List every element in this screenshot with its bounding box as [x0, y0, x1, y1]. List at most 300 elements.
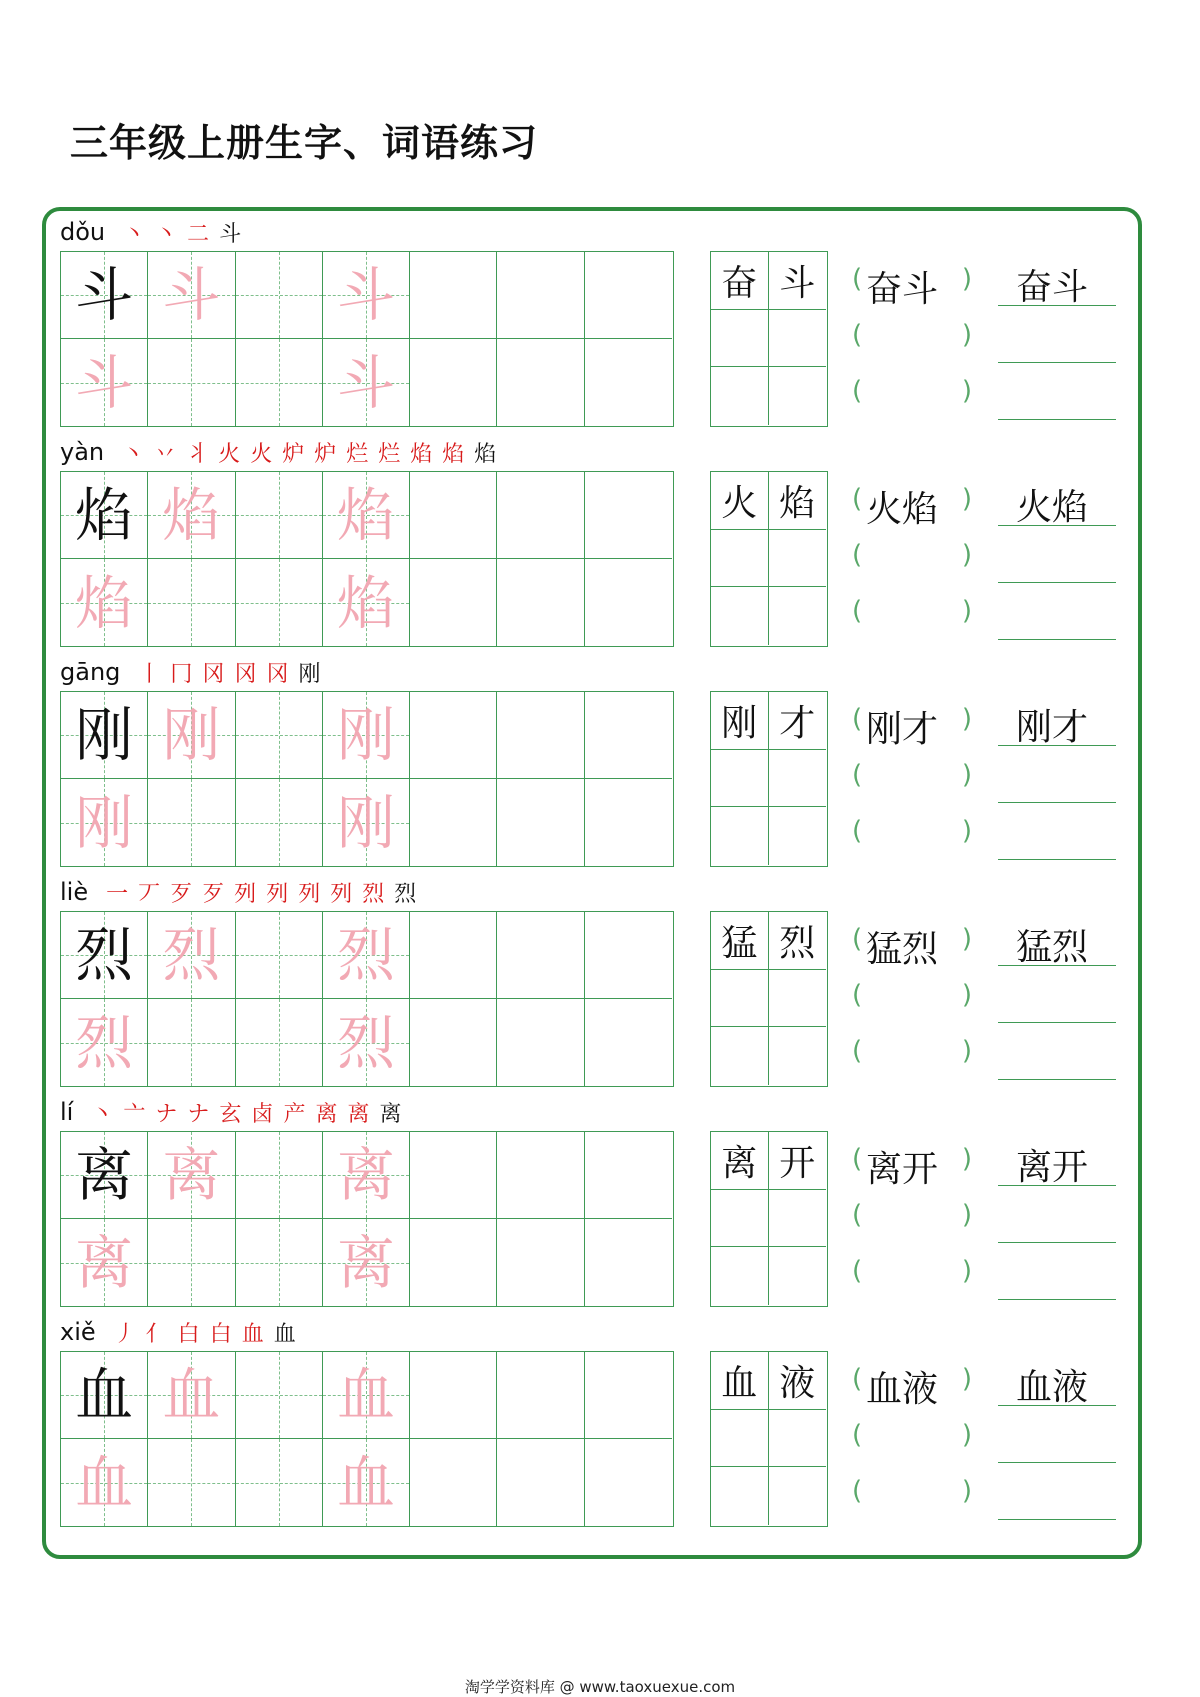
- writing-cell[interactable]: [61, 692, 148, 779]
- word-cell[interactable]: [711, 1352, 769, 1410]
- trace-character: 血: [75, 1448, 134, 1517]
- writing-cell[interactable]: [410, 339, 497, 426]
- word-grid: [710, 1351, 828, 1527]
- writing-cell[interactable]: [61, 999, 148, 1086]
- word-cell[interactable]: [711, 367, 769, 425]
- parenthesis-blank[interactable]: [852, 1415, 972, 1455]
- footer-text: 淘学学资料库 @ www.taoxuexue.com: [464, 1678, 736, 1696]
- stroke-order-line: [60, 655, 330, 689]
- writing-lines-column: [998, 911, 1116, 1087]
- paren-close: ): [961, 1256, 972, 1286]
- stroke-step: 炉: [314, 441, 337, 467]
- writing-cell[interactable]: [323, 779, 410, 866]
- writing-cell[interactable]: [148, 1352, 235, 1439]
- writing-grid: [60, 1131, 674, 1307]
- trace-character: 离: [75, 1228, 134, 1297]
- writing-cell[interactable]: [236, 1219, 323, 1306]
- writing-line[interactable]: [998, 1519, 1116, 1520]
- stroke-step: 产: [283, 1101, 306, 1127]
- word-grid: [710, 471, 828, 647]
- model-character: 烈: [75, 921, 134, 989]
- stroke-step: 丶: [122, 441, 145, 467]
- trace-character: 斗: [162, 261, 221, 329]
- writing-cell[interactable]: [323, 692, 410, 779]
- stroke-sequence: [123, 217, 251, 248]
- writing-cell[interactable]: [148, 999, 235, 1086]
- writing-cell[interactable]: [497, 559, 584, 646]
- pinyin-label: yàn: [60, 438, 105, 466]
- writing-cell[interactable]: [148, 559, 235, 646]
- practice-row: [0, 875, 1200, 1095]
- writing-line[interactable]: [998, 1242, 1116, 1243]
- writing-lines-column: [998, 251, 1116, 427]
- guide-line-horizontal: [236, 1263, 322, 1264]
- line-word: 刚才: [1016, 707, 1089, 748]
- writing-cell[interactable]: [585, 1219, 672, 1306]
- guide-line-horizontal: [236, 295, 322, 296]
- writing-line[interactable]: [998, 1299, 1116, 1300]
- stroke-step: 歹: [202, 881, 225, 907]
- writing-cell[interactable]: [585, 692, 672, 779]
- stroke-step: 离: [347, 1101, 370, 1127]
- paren-open: (: [852, 704, 863, 734]
- stroke-step: 玄: [219, 1101, 242, 1127]
- writing-cell[interactable]: [148, 1439, 235, 1526]
- writing-cell[interactable]: [323, 1132, 410, 1219]
- word-character: 奋: [721, 262, 758, 304]
- paren-close: ): [961, 704, 972, 734]
- writing-grid: [60, 911, 674, 1087]
- practice-row: [0, 655, 1200, 875]
- practice-row: [0, 215, 1200, 435]
- writing-cell[interactable]: [323, 912, 410, 999]
- writing-cell[interactable]: [323, 1439, 410, 1526]
- writing-cell[interactable]: [410, 252, 497, 339]
- paren-close: ): [961, 1200, 972, 1230]
- writing-line[interactable]: [998, 859, 1116, 860]
- parenthesis-column: [852, 471, 972, 647]
- word-cell[interactable]: [711, 807, 769, 865]
- writing-cell[interactable]: [236, 1439, 323, 1526]
- paren-open: (: [852, 484, 863, 514]
- writing-cell[interactable]: [585, 1352, 672, 1439]
- parenthesis-blank[interactable]: [852, 699, 972, 750]
- stroke-step: 冂: [170, 661, 193, 687]
- stroke-step: 歹: [170, 881, 193, 907]
- word-cell[interactable]: [711, 1467, 769, 1525]
- word-cell[interactable]: [769, 252, 827, 310]
- word-cell[interactable]: [769, 1467, 827, 1525]
- writing-cell[interactable]: [61, 912, 148, 999]
- word-cell[interactable]: [769, 1410, 827, 1468]
- writing-cell[interactable]: [410, 1132, 497, 1219]
- stroke-step: 二: [187, 221, 210, 247]
- practice-row: [0, 1315, 1200, 1535]
- stroke-step: 血: [273, 1321, 296, 1347]
- word-cell[interactable]: [711, 692, 769, 750]
- writing-cell[interactable]: [585, 999, 672, 1086]
- guide-line-horizontal: [236, 955, 322, 956]
- word-cell[interactable]: [769, 970, 827, 1028]
- word-cell[interactable]: [711, 587, 769, 645]
- stroke-sequence: [122, 437, 506, 468]
- word-cell[interactable]: [711, 970, 769, 1028]
- writing-cell[interactable]: [323, 252, 410, 339]
- writing-cell[interactable]: [410, 779, 497, 866]
- writing-line[interactable]: [998, 965, 1116, 966]
- writing-line[interactable]: [998, 305, 1116, 306]
- writing-cell[interactable]: [236, 999, 323, 1086]
- writing-cell[interactable]: [410, 1219, 497, 1306]
- trace-character: 烈: [75, 1008, 134, 1077]
- paren-open: (: [852, 320, 863, 350]
- model-character: 斗: [75, 261, 134, 329]
- writing-cell[interactable]: [410, 692, 497, 779]
- stroke-sequence: [114, 1317, 306, 1348]
- writing-cell[interactable]: [410, 1352, 497, 1439]
- parenthesis-column: [852, 251, 972, 427]
- word-cell[interactable]: [711, 1027, 769, 1085]
- writing-cell[interactable]: [585, 1439, 672, 1526]
- trace-character: 焰: [336, 568, 395, 637]
- writing-cell[interactable]: [323, 999, 410, 1086]
- model-character: 血: [75, 1361, 134, 1429]
- writing-cell[interactable]: [323, 1219, 410, 1306]
- paren-close: ): [961, 760, 972, 790]
- trace-character: 斗: [336, 348, 395, 417]
- writing-cell[interactable]: [148, 1219, 235, 1306]
- writing-line[interactable]: [998, 1079, 1116, 1080]
- word-character: 开: [779, 1142, 816, 1184]
- paren-close: ): [961, 980, 972, 1010]
- writing-cell[interactable]: [497, 779, 584, 866]
- parenthesis-blank[interactable]: [852, 811, 972, 851]
- stroke-step: 刚: [298, 661, 321, 687]
- word-cell[interactable]: [711, 750, 769, 808]
- parenthesis-blank[interactable]: [852, 975, 972, 1015]
- writing-cell[interactable]: [585, 912, 672, 999]
- trace-character: 斗: [75, 348, 134, 417]
- trace-character: 离: [336, 1141, 395, 1209]
- word-cell[interactable]: [769, 530, 827, 588]
- writing-line[interactable]: [998, 582, 1116, 583]
- parenthesis-blank[interactable]: [852, 755, 972, 795]
- parenthesis-blank[interactable]: [852, 535, 972, 575]
- writing-cell[interactable]: [61, 1352, 148, 1439]
- word-cell[interactable]: [711, 310, 769, 368]
- trace-character: 刚: [336, 788, 395, 857]
- word-cell[interactable]: [769, 807, 827, 865]
- practice-row: [0, 435, 1200, 655]
- writing-line[interactable]: [998, 745, 1116, 746]
- writing-cell[interactable]: [61, 472, 148, 559]
- stroke-step: 丬: [186, 441, 209, 467]
- stroke-step: 炉: [282, 441, 305, 467]
- word-grid: [710, 1131, 828, 1307]
- model-character: 焰: [75, 481, 134, 549]
- parenthesis-blank[interactable]: [852, 1031, 972, 1071]
- stroke-step: 白: [209, 1321, 232, 1347]
- stroke-order-line: [60, 875, 426, 909]
- writing-line[interactable]: [998, 1185, 1116, 1186]
- writing-cell[interactable]: [61, 339, 148, 426]
- guide-line-horizontal: [236, 735, 322, 736]
- parenthesis-column: [852, 691, 972, 867]
- writing-cell[interactable]: [148, 252, 235, 339]
- writing-cell[interactable]: [148, 912, 235, 999]
- word-grid: [710, 251, 828, 427]
- paren-open: (: [852, 980, 863, 1010]
- word-character: 血: [721, 1362, 758, 1404]
- paren-open: (: [852, 1364, 863, 1394]
- parenthesis-blank[interactable]: [852, 1359, 972, 1410]
- trace-character: 血: [162, 1361, 221, 1429]
- stroke-step: 焰: [474, 441, 497, 467]
- word-cell[interactable]: [711, 530, 769, 588]
- writing-cell[interactable]: [323, 559, 410, 646]
- paren-open: (: [852, 924, 863, 954]
- pinyin-label: gāng: [60, 658, 121, 686]
- writing-lines-column: [998, 1131, 1116, 1307]
- word-cell[interactable]: [769, 367, 827, 425]
- stroke-sequence: [91, 1097, 411, 1128]
- writing-line[interactable]: [998, 802, 1116, 803]
- pinyin-label: dǒu: [60, 218, 106, 246]
- word-character: 斗: [779, 262, 816, 304]
- writing-cell[interactable]: [585, 339, 672, 426]
- writing-cell[interactable]: [236, 472, 323, 559]
- writing-cell[interactable]: [236, 779, 323, 866]
- writing-cell[interactable]: [585, 779, 672, 866]
- parenthesis-column: [852, 911, 972, 1087]
- word-cell[interactable]: [769, 1247, 827, 1305]
- trace-character: 焰: [162, 481, 221, 549]
- paren-close: ): [961, 596, 972, 626]
- parenthesis-word: 火焰: [866, 489, 939, 530]
- writing-grid: [60, 691, 674, 867]
- stroke-step: 焰: [442, 441, 465, 467]
- word-cell[interactable]: [769, 310, 827, 368]
- writing-grid: [60, 1351, 674, 1527]
- word-cell[interactable]: [711, 1410, 769, 1468]
- pinyin-label: lí: [60, 1098, 74, 1126]
- word-character: 刚: [721, 702, 758, 744]
- word-cell[interactable]: [769, 1190, 827, 1248]
- pinyin-label: xiě: [60, 1318, 96, 1346]
- stroke-step: ナ: [155, 1101, 178, 1127]
- writing-cell[interactable]: [497, 472, 584, 559]
- trace-character: 斗: [336, 261, 395, 329]
- paren-close: ): [961, 924, 972, 954]
- paren-close: ): [961, 1036, 972, 1066]
- paren-close: ): [961, 484, 972, 514]
- guide-line-horizontal: [236, 1043, 322, 1044]
- practice-row: [0, 1095, 1200, 1315]
- stroke-order-line: [60, 215, 251, 249]
- trace-character: 血: [336, 1361, 395, 1429]
- stroke-step: 冈: [266, 661, 289, 687]
- writing-line[interactable]: [998, 639, 1116, 640]
- writing-cell[interactable]: [497, 999, 584, 1086]
- writing-cell[interactable]: [236, 252, 323, 339]
- parenthesis-blank[interactable]: [852, 1139, 972, 1190]
- word-character: 焰: [779, 482, 816, 524]
- paren-close: ): [961, 1364, 972, 1394]
- stroke-step: 烈: [362, 881, 385, 907]
- paren-close: ): [961, 264, 972, 294]
- word-cell[interactable]: [769, 472, 827, 530]
- stroke-step: 列: [266, 881, 289, 907]
- writing-cell[interactable]: [497, 1439, 584, 1526]
- stroke-order-line: [60, 435, 506, 469]
- paren-open: (: [852, 1200, 863, 1230]
- writing-cell[interactable]: [497, 252, 584, 339]
- writing-cell[interactable]: [148, 692, 235, 779]
- word-character: 火: [721, 482, 758, 524]
- word-cell[interactable]: [769, 1132, 827, 1190]
- parenthesis-blank[interactable]: [852, 1471, 972, 1511]
- stroke-step: 火: [218, 441, 241, 467]
- word-cell[interactable]: [711, 252, 769, 310]
- writing-cell[interactable]: [497, 912, 584, 999]
- writing-cell[interactable]: [236, 912, 323, 999]
- stroke-step: 斗: [219, 221, 242, 247]
- word-cell[interactable]: [769, 587, 827, 645]
- parenthesis-blank[interactable]: [852, 1251, 972, 1291]
- writing-cell[interactable]: [410, 559, 497, 646]
- guide-line-horizontal: [148, 1263, 234, 1264]
- stroke-step: 冈: [234, 661, 257, 687]
- writing-cell[interactable]: [585, 252, 672, 339]
- page-title: 三年级上册生字、词语练习: [70, 121, 539, 165]
- writing-cell[interactable]: [236, 1132, 323, 1219]
- writing-cell[interactable]: [148, 1132, 235, 1219]
- parenthesis-blank[interactable]: [852, 919, 972, 970]
- writing-cell[interactable]: [236, 339, 323, 426]
- paren-open: (: [852, 376, 863, 406]
- stroke-step: 离: [379, 1101, 402, 1127]
- writing-cell[interactable]: [585, 472, 672, 559]
- word-character: 猛: [721, 922, 758, 964]
- stroke-step: 丶: [123, 221, 146, 247]
- paren-close: ): [961, 540, 972, 570]
- parenthesis-blank[interactable]: [852, 315, 972, 355]
- parenthesis-blank[interactable]: [852, 259, 972, 310]
- parenthesis-blank[interactable]: [852, 591, 972, 631]
- writing-cell[interactable]: [61, 252, 148, 339]
- writing-cell[interactable]: [497, 1132, 584, 1219]
- paren-open: (: [852, 816, 863, 846]
- writing-cell[interactable]: [61, 559, 148, 646]
- paren-close: ): [961, 320, 972, 350]
- word-cell[interactable]: [769, 1352, 827, 1410]
- word-cell[interactable]: [711, 1247, 769, 1305]
- pinyin-label: liè: [60, 878, 89, 906]
- word-cell[interactable]: [711, 1132, 769, 1190]
- writing-cell[interactable]: [236, 1352, 323, 1439]
- writing-lines-column: [998, 1351, 1116, 1527]
- word-cell[interactable]: [769, 1027, 827, 1085]
- writing-cell[interactable]: [497, 339, 584, 426]
- writing-line[interactable]: [998, 1022, 1116, 1023]
- writing-cell[interactable]: [61, 1439, 148, 1526]
- writing-cell[interactable]: [148, 339, 235, 426]
- word-cell[interactable]: [711, 1190, 769, 1248]
- guide-line-horizontal: [148, 1483, 234, 1484]
- trace-character: 离: [162, 1141, 221, 1209]
- writing-cell[interactable]: [585, 559, 672, 646]
- parenthesis-blank[interactable]: [852, 371, 972, 411]
- paren-open: (: [852, 1256, 863, 1286]
- parenthesis-blank[interactable]: [852, 1195, 972, 1235]
- stroke-step: 烈: [394, 881, 417, 907]
- guide-line-horizontal: [236, 383, 322, 384]
- stroke-step: 丿: [113, 1321, 136, 1347]
- stroke-step: 丶: [91, 1101, 114, 1127]
- parenthesis-blank[interactable]: [852, 479, 972, 530]
- writing-cell[interactable]: [497, 1352, 584, 1439]
- writing-cell[interactable]: [410, 912, 497, 999]
- paren-open: (: [852, 596, 863, 626]
- trace-character: 血: [336, 1448, 395, 1517]
- writing-cell[interactable]: [148, 472, 235, 559]
- stroke-step: 亻: [145, 1321, 168, 1347]
- writing-cell[interactable]: [323, 1352, 410, 1439]
- writing-cell[interactable]: [236, 559, 323, 646]
- writing-cell[interactable]: [410, 999, 497, 1086]
- writing-cell[interactable]: [410, 472, 497, 559]
- writing-cell[interactable]: [323, 339, 410, 426]
- trace-character: 烈: [162, 921, 221, 989]
- stroke-step: 列: [234, 881, 257, 907]
- writing-cell[interactable]: [236, 692, 323, 779]
- word-cell[interactable]: [769, 692, 827, 750]
- writing-cell[interactable]: [61, 1132, 148, 1219]
- guide-line-horizontal: [236, 823, 322, 824]
- writing-line[interactable]: [998, 525, 1116, 526]
- writing-cell[interactable]: [497, 1219, 584, 1306]
- writing-cell[interactable]: [323, 472, 410, 559]
- writing-cell[interactable]: [585, 1132, 672, 1219]
- model-character: 刚: [75, 701, 134, 769]
- stroke-step: 列: [330, 881, 353, 907]
- writing-cell[interactable]: [61, 1219, 148, 1306]
- stroke-step: 烂: [346, 441, 369, 467]
- writing-cell[interactable]: [148, 779, 235, 866]
- writing-line[interactable]: [998, 419, 1116, 420]
- writing-line[interactable]: [998, 1462, 1116, 1463]
- word-cell[interactable]: [769, 912, 827, 970]
- stroke-step: ナ: [187, 1101, 210, 1127]
- word-cell[interactable]: [711, 912, 769, 970]
- writing-cell[interactable]: [497, 692, 584, 779]
- stroke-step: 火: [250, 441, 273, 467]
- parenthesis-word: 刚才: [866, 709, 939, 750]
- writing-cell[interactable]: [61, 779, 148, 866]
- word-cell[interactable]: [711, 472, 769, 530]
- writing-lines-column: [998, 691, 1116, 867]
- stroke-sequence: [106, 877, 426, 908]
- paren-open: (: [852, 1144, 863, 1174]
- trace-character: 离: [336, 1228, 395, 1297]
- writing-line[interactable]: [998, 362, 1116, 363]
- writing-cell[interactable]: [410, 1439, 497, 1526]
- paren-close: ): [961, 816, 972, 846]
- writing-line[interactable]: [998, 1405, 1116, 1406]
- parenthesis-word: 血液: [866, 1369, 939, 1410]
- word-cell[interactable]: [769, 750, 827, 808]
- word-grid: [710, 691, 828, 867]
